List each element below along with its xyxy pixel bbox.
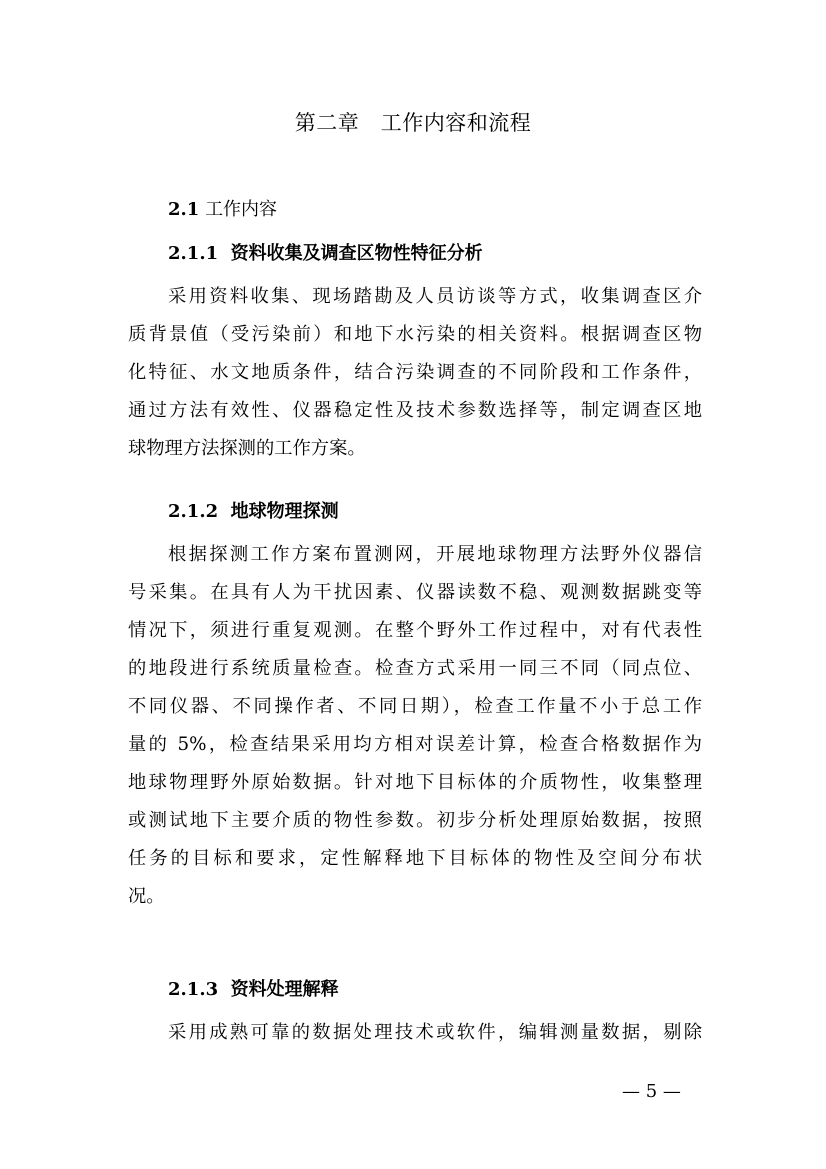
paragraph-line: 球物理方法探测的工作方案。 [128,438,366,459]
page-number: — 5 — [622,1081,681,1102]
paragraph-line: 化特征、水文地质条件，结合污染调查的不同阶段和工作条件， [128,362,702,383]
paragraph-line: 况。 [128,886,165,907]
paragraph-line: 质背景值（受污染前）和地下水污染的相关资料。根据调查区物 [128,324,702,345]
paragraph-2-1-1 [128,278,702,468]
subsection-heading-2-1-3: 2.1.3 资料处理解释 [168,979,339,1000]
paragraph-line: 或测试地下主要介质的物性参数。初步分析处理原始数据，按照 [128,810,702,831]
chapter-title: 第二章 工作内容和流程 [294,111,532,135]
subsection-heading-2-1-2: 2.1.2 地球物理探测 [168,501,339,522]
paragraph-line: 号采集。在具有人为干扰因素、仪器读数不稳、观测数据跳变等 [128,582,702,603]
paragraph-line: 不同仪器、不同操作者、不同日期），检查工作量不小于总工作 [128,696,702,717]
section-title: 工作内容 [205,199,278,220]
paragraph-2-1-2 [128,536,702,916]
paragraph-line: 任务的目标和要求，定性解释地下目标体的物性及空间分布状 [128,848,702,869]
section-heading-2-1 [168,196,277,224]
subsection-heading-2-1-1: 2.1.1 资料收集及调查区物性特征分析 [168,243,483,264]
paragraph-line: 通过方法有效性、仪器稳定性及技术参数选择等，制定调查区地 [128,400,702,421]
paragraph-line: 地球物理野外原始数据。针对地下目标体的介质物性，收集整理 [128,772,702,793]
paragraph-line: 的地段进行系统质量检查。检查方式采用一同三不同（同点位、 [128,658,702,679]
paragraph-line: 采用成熟可靠的数据处理技术或软件，编辑测量数据，剔除 [168,1022,702,1043]
paragraph-line: 根据探测工作方案布置测网，开展地球物理方法野外仪器信 [168,544,702,565]
paragraph-line: 采用资料收集、现场踏勘及人员访谈等方式，收集调查区介 [168,286,702,307]
paragraph-2-1-3 [128,1014,702,1052]
paragraph-line: 情况下，须进行重复观测。在整个野外工作过程中，对有代表性 [128,620,702,641]
paragraph-line: 量的 5%，检查结果采用均方相对误差计算，检查合格数据作为 [128,734,702,755]
section-number: 2.1 [168,199,200,220]
